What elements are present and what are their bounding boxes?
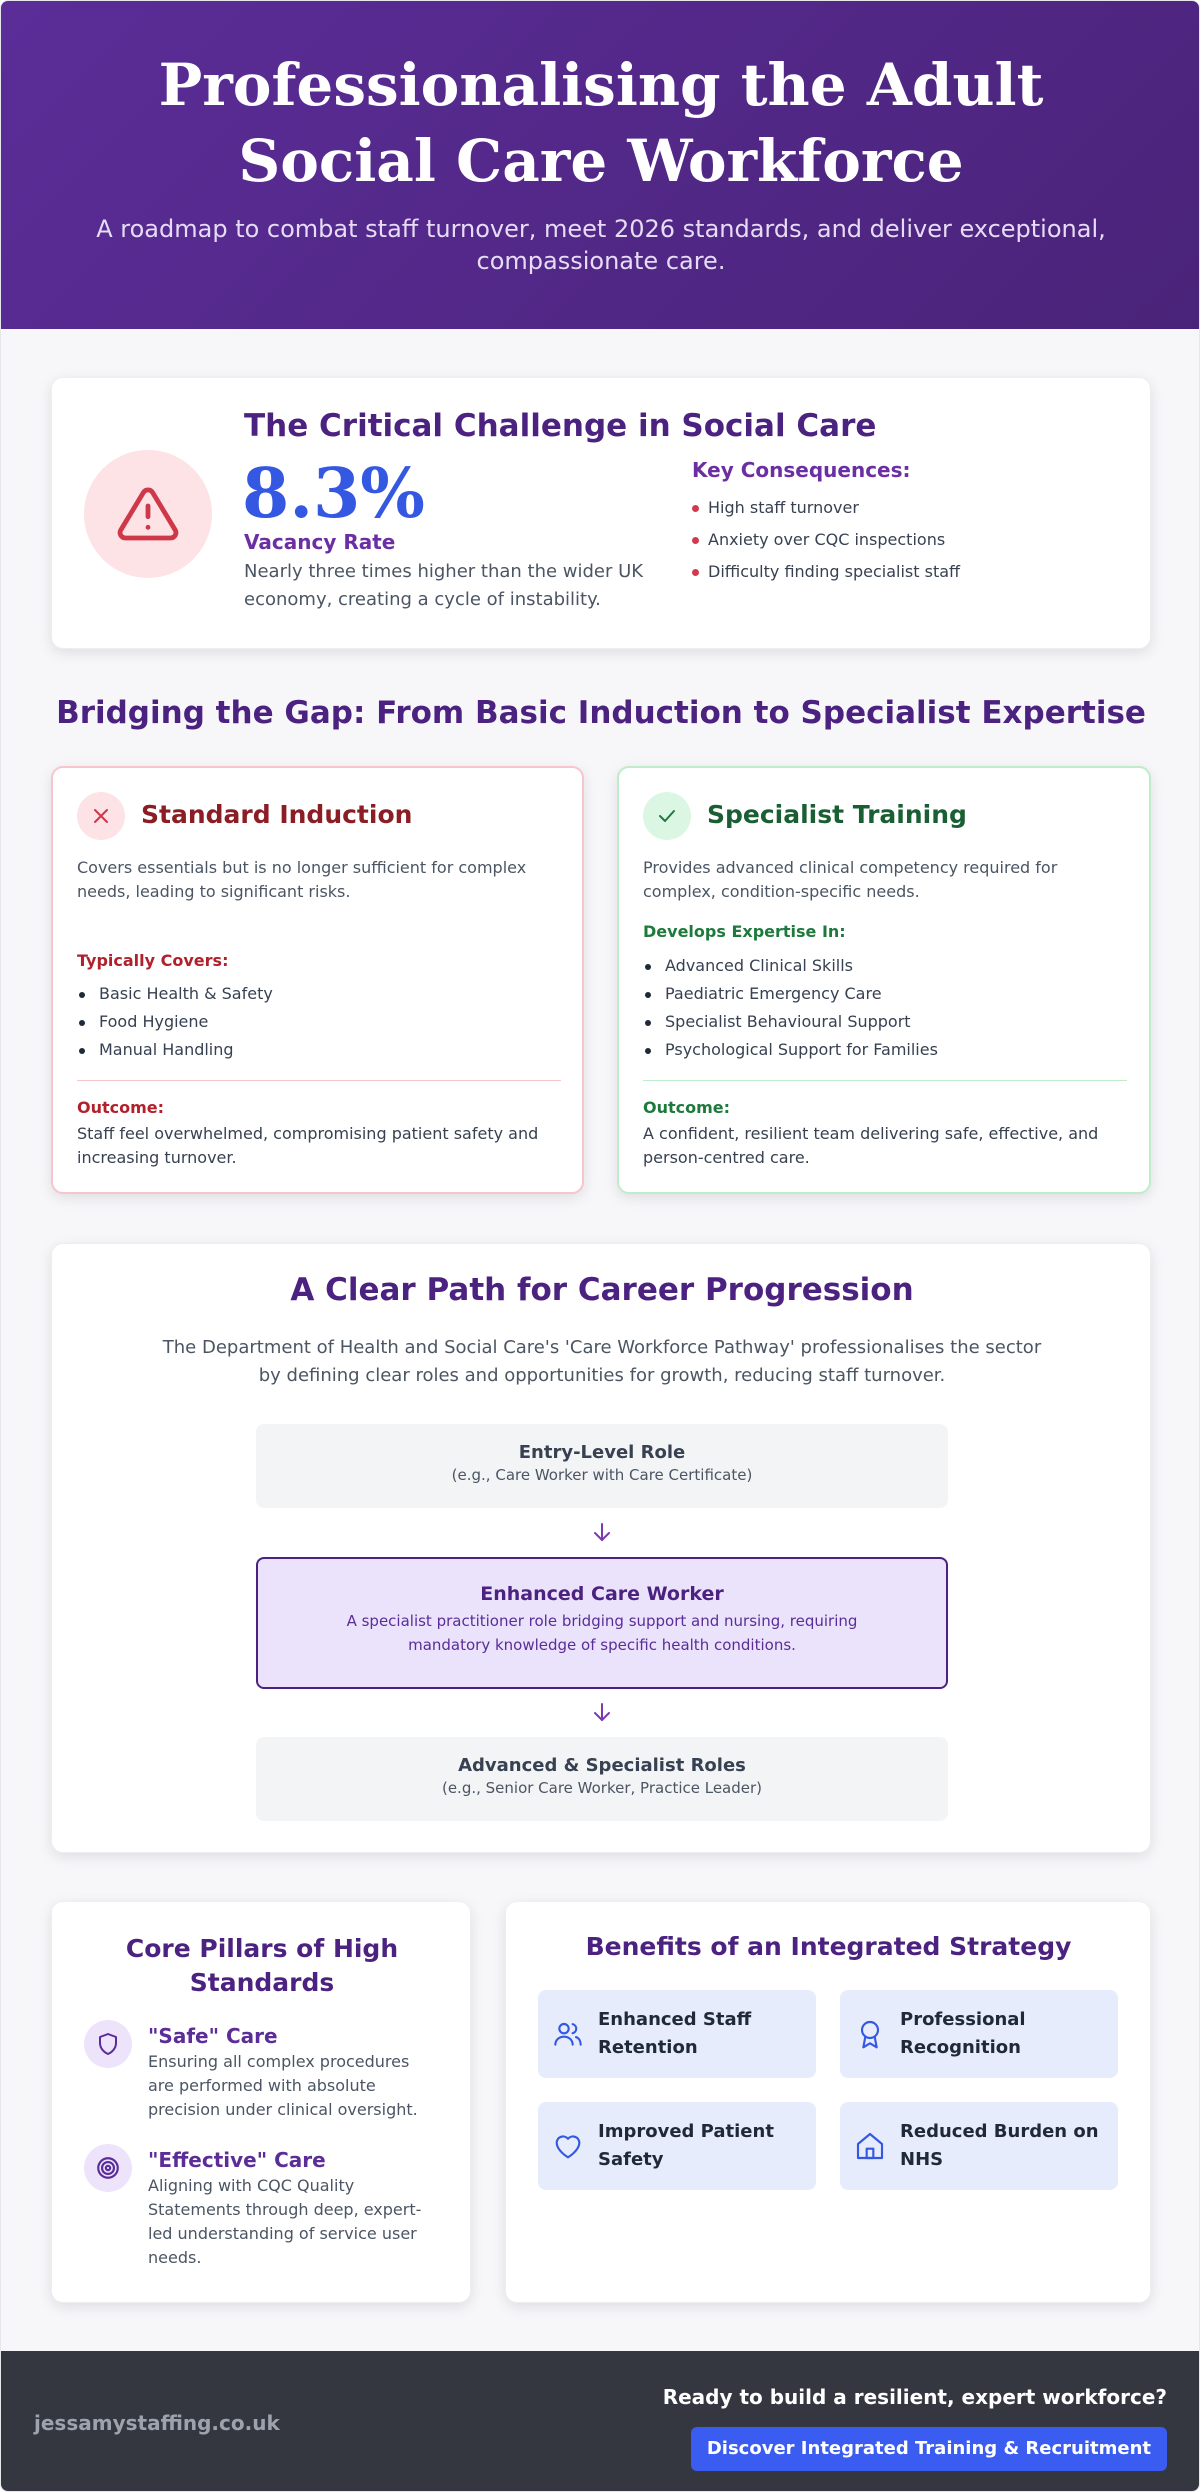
list-item: Advanced Clinical Skills xyxy=(643,952,938,980)
list-item: Specialist Behavioural Support xyxy=(643,1008,938,1036)
specialist-outcome-text: A confident, resilient team delivering safe, effective, and person-centred care. xyxy=(643,1124,1099,1167)
benefit-label: Improved Patient Safety xyxy=(598,2121,774,2170)
step-title: Enhanced Care Worker xyxy=(480,1583,724,1605)
consequences-list xyxy=(692,492,960,588)
standard-list-title: Typically Covers: xyxy=(77,951,229,970)
award-icon xyxy=(854,2018,886,2050)
pathway-step-enhanced xyxy=(256,1557,948,1689)
check-icon xyxy=(655,804,679,828)
page-subtitle: A roadmap to combat staff turnover, meet 2026 standards, and deliver exceptional, compassionate care. xyxy=(96,215,1106,275)
pillar-effective-title: "Effective" Care xyxy=(148,2148,326,2172)
step-subtitle: A specialist practitioner role bridging support and nursing, requiring mandatory knowledge of specific health conditions. xyxy=(346,1612,858,1654)
hero-header xyxy=(1,1,1200,329)
specialist-training-title: Specialist Training xyxy=(707,800,967,829)
pathway-step-advanced xyxy=(256,1737,948,1821)
benefit-tile xyxy=(840,1990,1118,2078)
benefit-label: Enhanced Staff Retention xyxy=(598,2009,752,2058)
heart-icon xyxy=(552,2130,584,2162)
list-item: Manual Handling xyxy=(77,1036,273,1064)
standard-induction-title: Standard Induction xyxy=(141,800,413,829)
benefits-title: Benefits of an Integrated Strategy xyxy=(585,1932,1072,1961)
benefit-tile xyxy=(538,2102,816,2190)
pillar-effective-desc: Aligning with CQC Quality Statements through deep, expert-led understanding of service user needs. xyxy=(148,2176,422,2267)
check-icon-circle xyxy=(643,792,691,840)
list-item: Psychological Support for Families xyxy=(643,1036,938,1064)
pillar-safe-title: "Safe" Care xyxy=(148,2024,278,2048)
step-title: Entry-Level Role xyxy=(518,1442,686,1463)
pillar-icon-circle xyxy=(84,2144,132,2192)
benefit-label: Reduced Burden on NHS xyxy=(900,2121,1099,2170)
shield-icon xyxy=(96,2032,120,2056)
step-subtitle: (e.g., Care Worker with Care Certificate) xyxy=(451,1466,753,1484)
specialist-outcome-label: Outcome: xyxy=(643,1098,731,1117)
target-icon xyxy=(95,2155,121,2181)
specialist-training-desc: Provides advanced clinical competency required for complex, condition-specific needs. xyxy=(643,858,1058,901)
footer-brand-link[interactable]: jessamystaffing.co.uk xyxy=(34,2411,280,2435)
pathway-description: The Department of Health and Social Care's 'Care Workforce Pathway' professionalises the sector by defining clear roles and opportunities for growth, reducing staff turnover. xyxy=(162,1337,1042,1386)
gap-section-title: Bridging the Gap: From Basic Induction to Specialist Expertise xyxy=(56,695,1146,731)
home-icon xyxy=(854,2130,886,2162)
benefit-tile xyxy=(840,2102,1118,2190)
list-item: Food Hygiene xyxy=(77,1008,273,1036)
list-item: Basic Health & Safety xyxy=(77,980,273,1008)
footer-cta-text: Ready to build a resilient, expert workforce? xyxy=(662,2385,1167,2409)
career-pathway-card xyxy=(51,1243,1151,1853)
challenge-title: The Critical Challenge in Social Care xyxy=(244,408,877,444)
users-icon xyxy=(552,2018,584,2050)
discover-cta-button[interactable]: Discover Integrated Training & Recruitment xyxy=(691,2427,1167,2471)
step-subtitle: (e.g., Senior Care Worker, Practice Leader) xyxy=(441,1779,763,1797)
arrow-down-icon xyxy=(590,1520,614,1544)
specialist-training-card xyxy=(617,766,1151,1194)
standard-outcome-label: Outcome: xyxy=(77,1098,165,1117)
pillar-safe-desc: Ensuring all complex procedures are performed with absolute precision under clinical oversight. xyxy=(148,2052,418,2119)
footer xyxy=(1,2351,1200,2492)
standard-induction-card xyxy=(51,766,584,1194)
close-icon xyxy=(89,804,113,828)
alert-icon-circle xyxy=(84,450,212,578)
vacancy-rate-description: Nearly three times higher than the wider UK economy, creating a cycle of instability. xyxy=(244,561,644,610)
challenge-card xyxy=(51,377,1151,649)
consequence-item: High staff turnover xyxy=(692,492,960,524)
standard-outcome-text: Staff feel overwhelmed, compromising patient safety and increasing turnover. xyxy=(77,1124,539,1167)
pathway-step-entry xyxy=(256,1424,948,1508)
specialist-list-title: Develops Expertise In: xyxy=(643,922,846,941)
list-item: Paediatric Emergency Care xyxy=(643,980,938,1008)
vacancy-rate-value: 8.3% xyxy=(242,454,425,534)
core-pillars-card xyxy=(51,1901,471,2303)
consequence-item: Anxiety over CQC inspections xyxy=(692,524,960,556)
warning-triangle-icon xyxy=(116,482,180,546)
benefit-tile xyxy=(538,1990,816,2078)
benefits-card xyxy=(505,1901,1151,2303)
specialist-list xyxy=(643,952,938,1064)
vacancy-rate-label: Vacancy Rate xyxy=(244,530,396,554)
divider xyxy=(643,1080,1127,1081)
benefit-label: Professional Recognition xyxy=(900,2009,1026,2058)
step-title: Advanced & Specialist Roles xyxy=(458,1755,746,1776)
arrow-down-icon xyxy=(590,1700,614,1724)
pillars-title: Core Pillars of High Standards xyxy=(125,1934,399,1997)
page-title: Professionalising the Adult Social Care Workforce xyxy=(158,51,1044,195)
close-icon-circle xyxy=(77,792,125,840)
divider xyxy=(77,1080,561,1081)
standard-list xyxy=(77,980,273,1064)
standard-induction-desc: Covers essentials but is no longer sufficient for complex needs, leading to significant risks. xyxy=(77,858,527,901)
pillar-icon-circle xyxy=(84,2020,132,2068)
consequences-title: Key Consequences: xyxy=(692,458,911,482)
pathway-title: A Clear Path for Career Progression xyxy=(290,1272,914,1308)
consequence-item: Difficulty finding specialist staff xyxy=(692,556,960,588)
